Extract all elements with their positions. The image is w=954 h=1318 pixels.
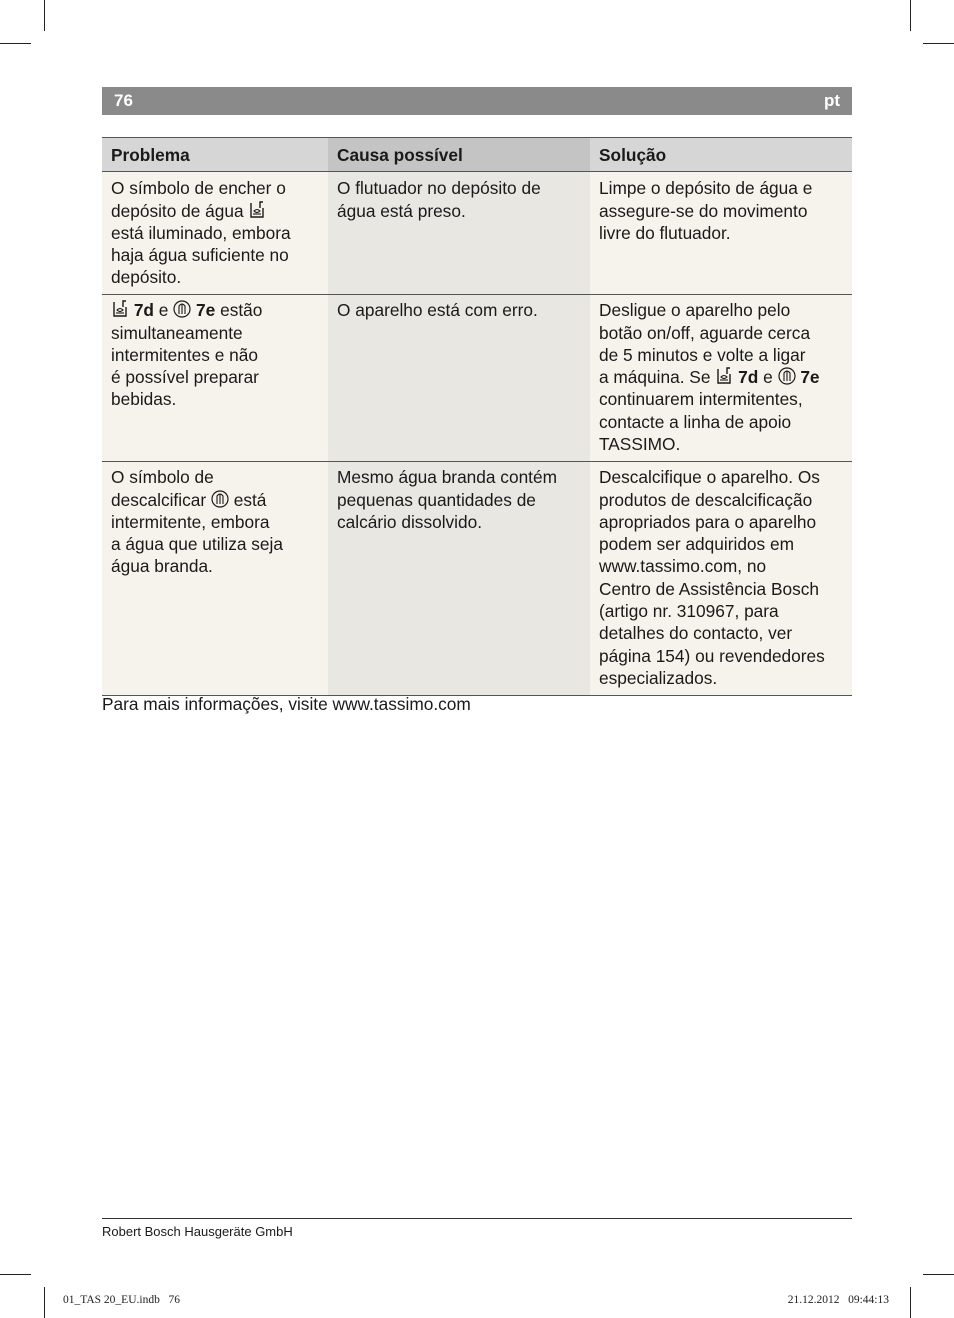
footer-company: Robert Bosch Hausgeräte GmbH bbox=[102, 1224, 293, 1239]
crop-mark bbox=[923, 43, 954, 44]
water-tank-icon bbox=[248, 200, 266, 220]
crop-mark bbox=[44, 0, 45, 31]
table-row bbox=[102, 462, 852, 696]
solution-cell: Descalcifique o aparelho. Os produtos de descalcificação apropriados para o aparelho podem ser adquiridos em www.tassimo.com, no Centro de Assistência Bosch (artigo nr. 310967, para detalhes do contacto, ver página 154) ou revendedores especializados. bbox=[590, 462, 852, 695]
crop-mark bbox=[0, 1274, 31, 1275]
crop-mark bbox=[44, 1287, 45, 1318]
problem-cell: O símbolo de descalcificar está intermitente, embora a água que utiliza seja água branda. bbox=[102, 462, 328, 695]
reference-7e: 7e bbox=[196, 300, 216, 321]
crop-mark bbox=[923, 1274, 954, 1275]
crop-mark bbox=[910, 1287, 911, 1318]
footer-rule bbox=[102, 1218, 852, 1219]
page-number: 76 bbox=[114, 91, 133, 110]
solution-cell: Limpe o depósito de água e assegure-se do movimento livre do flutuador. bbox=[590, 172, 852, 294]
table-header-row bbox=[102, 138, 852, 172]
reference-7e: 7e bbox=[800, 367, 820, 388]
reference-7d: 7d bbox=[133, 300, 154, 321]
cause-cell: O aparelho está com erro. bbox=[328, 295, 590, 461]
water-tank-icon bbox=[111, 299, 129, 319]
column-header-solution: Solução bbox=[590, 138, 852, 171]
page-header-bar bbox=[102, 87, 852, 115]
crop-mark bbox=[910, 0, 911, 31]
table-row bbox=[102, 172, 852, 295]
problem-cell: 7d e 7e estão simultaneamente intermitentes e não é possível preparar bebidas. bbox=[102, 295, 328, 461]
troubleshooting-table bbox=[102, 137, 852, 696]
problem-cell: O símbolo de encher o depósito de água está iluminado, embora haja água suficiente no depósito. bbox=[102, 172, 328, 294]
descale-icon bbox=[211, 489, 229, 509]
print-slug-file: 01_TAS 20_EU.indb 76 bbox=[63, 1294, 180, 1306]
footnote-text: Para mais informações, visite www.tassimo.com bbox=[102, 694, 471, 714]
language-code: pt bbox=[823, 91, 840, 110]
crop-mark bbox=[0, 43, 31, 44]
reference-7d: 7d bbox=[738, 367, 759, 388]
descale-icon bbox=[173, 299, 191, 319]
table-row bbox=[102, 295, 852, 462]
solution-cell: Desligue o aparelho pelo botão on/off, aguarde cerca de 5 minutos e volte a ligar a máquina. Se 7d e 7e continuarem intermitentes, contacte a linha de apoio TASSIMO. bbox=[590, 295, 852, 461]
water-tank-icon bbox=[715, 366, 733, 386]
descale-icon bbox=[778, 366, 796, 386]
cause-cell: O flutuador no depósito de água está preso. bbox=[328, 172, 590, 294]
column-header-cause: Causa possível bbox=[328, 138, 590, 171]
cause-cell: Mesmo água branda contém pequenas quantidades de calcário dissolvido. bbox=[328, 462, 590, 695]
print-slug-date: 21.12.2012 09:44:13 bbox=[787, 1294, 889, 1306]
column-header-problem: Problema bbox=[102, 138, 328, 171]
